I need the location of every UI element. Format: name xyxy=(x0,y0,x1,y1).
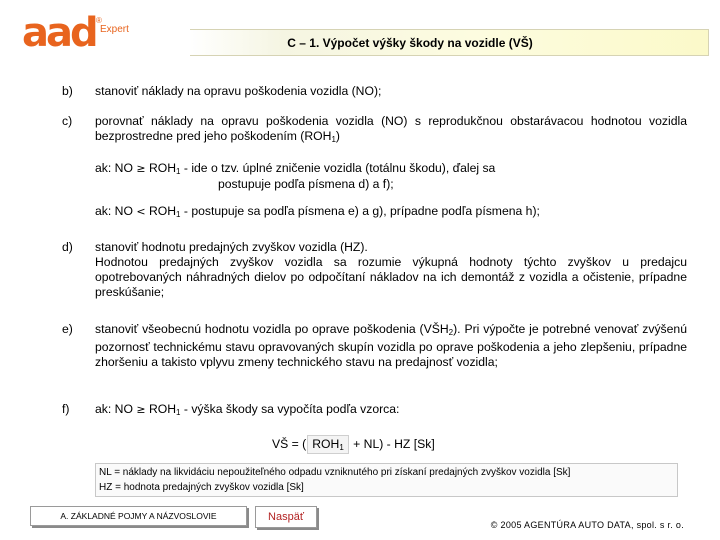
slide-title-bar xyxy=(190,29,709,56)
condition-total-loss xyxy=(95,161,695,179)
item-e-letter: e) xyxy=(62,322,73,336)
item-c-text: porovnať náklady na opravu poškodenia vozidla (NO) s reprodukčnou obstarávacou hodnotou vozidla bezprostredne pred jeho poškodením (ROH xyxy=(95,114,687,143)
aad-expert-logo xyxy=(22,12,134,54)
item-f-roh: ROH xyxy=(148,402,177,416)
item-c-tail: ) xyxy=(335,129,340,143)
item-b-text: stanoviť náklady na opravu poškodenia vozidla (NO); xyxy=(95,84,382,98)
item-f-text: - výška škody sa vypočíta podľa vzorca: xyxy=(180,402,400,416)
logo-registered-mark: ® xyxy=(96,16,102,25)
condition-2-sub: 1 xyxy=(176,210,181,219)
condition-2-text: - postupuje sa podľa písmena e) a g), prípadne podľa písmena h); xyxy=(180,204,540,218)
legend-hz: HZ = hodnota predajných zvyškov vozidla [Sk] xyxy=(99,482,304,493)
condition-2-lead: ak: NO xyxy=(95,204,133,218)
item-f-paragraph xyxy=(95,402,687,420)
condition-1-sub: 1 xyxy=(176,167,181,176)
formula-roh: ROH xyxy=(312,437,340,451)
item-c-paragraph xyxy=(95,114,687,147)
item-e-text: stanoviť všeobecnú hodnotu vozidla po oprave poškodenia (VŠH xyxy=(95,322,449,336)
item-c-sub: 1 xyxy=(331,135,336,144)
copyright-notice: © 2005 AGENTÚRA AUTO DATA, spol. s r. o. xyxy=(490,520,684,530)
item-d-paragraph xyxy=(95,240,687,300)
condition-repair xyxy=(95,204,695,222)
condition-1-line1: - ide o tzv. úplné zničenie vozidla (totálnu škodu), ďalej sa xyxy=(180,161,496,175)
basic-terms-link-button[interactable] xyxy=(30,506,247,526)
formula-right: + NL) - HZ [Sk] xyxy=(353,437,435,451)
item-d-text1: stanoviť hodnotu predajných zvyškov vozidla (HZ). xyxy=(95,240,368,254)
logo-word: aad xyxy=(22,10,96,56)
item-f-letter: f) xyxy=(62,402,70,416)
condition-1-line2: postupuje podľa písmena d) a f); xyxy=(218,177,394,191)
item-e-paragraph xyxy=(95,322,687,370)
formula-legend xyxy=(95,463,678,497)
formula-sub: 1 xyxy=(339,443,344,452)
legend-nl: NL = náklady na likvidáciu nepoužiteľného odpadu vzniknutého pri získaní predajných zvyškov vozidla [Sk] xyxy=(99,467,571,478)
condition-1-lead: ak: NO xyxy=(95,161,133,175)
greater-equal-symbol: ≥ xyxy=(136,162,146,175)
back-button[interactable] xyxy=(255,506,317,528)
greater-equal-symbol: ≥ xyxy=(136,403,146,416)
basic-terms-label: A. ZÁKLADNÉ POJMY A NÁZVOSLOVIE xyxy=(60,511,217,521)
item-e-sub: 2 xyxy=(448,328,454,337)
logo-tag: Expert xyxy=(100,24,129,35)
slide-title: C – 1. Výpočet výšky škody na vozidle (VŠ) xyxy=(287,35,533,50)
condition-2-roh: ROH xyxy=(148,204,177,218)
item-f-lead: ak: NO xyxy=(95,402,133,416)
item-b-letter: b) xyxy=(62,84,73,98)
item-c-letter: c) xyxy=(62,114,73,128)
damage-formula xyxy=(272,435,435,454)
item-f-sub: 1 xyxy=(176,408,181,417)
item-e-tail: ). Pri výpočte je potrebné venovať zvýšenú pozornosť technickému stavu opravovaných skupín vozidla po oprave poškodenia a jeho zlepšeniu, prípadne zhoršeniu a takisto vplyvu zmeny technického stavu na predajnosť vozidla; xyxy=(95,322,687,369)
back-label: Naspäť xyxy=(268,511,304,523)
item-d-letter: d) xyxy=(62,240,73,254)
formula-left: VŠ = ( xyxy=(272,437,307,451)
condition-1-roh: ROH xyxy=(148,161,177,175)
formula-roh-box xyxy=(307,435,349,454)
item-d-text2: Hodnotou predajných zvyškov vozidla sa rozumie výkupná hodnoty týchto zvyškov u predajcu opotrebovaných náhradných dielov po odpočítaní nákladov na ich demontáž z vozidla a očistenie, prípadne preskúšanie; xyxy=(95,255,687,299)
less-than-symbol: < xyxy=(136,205,146,218)
